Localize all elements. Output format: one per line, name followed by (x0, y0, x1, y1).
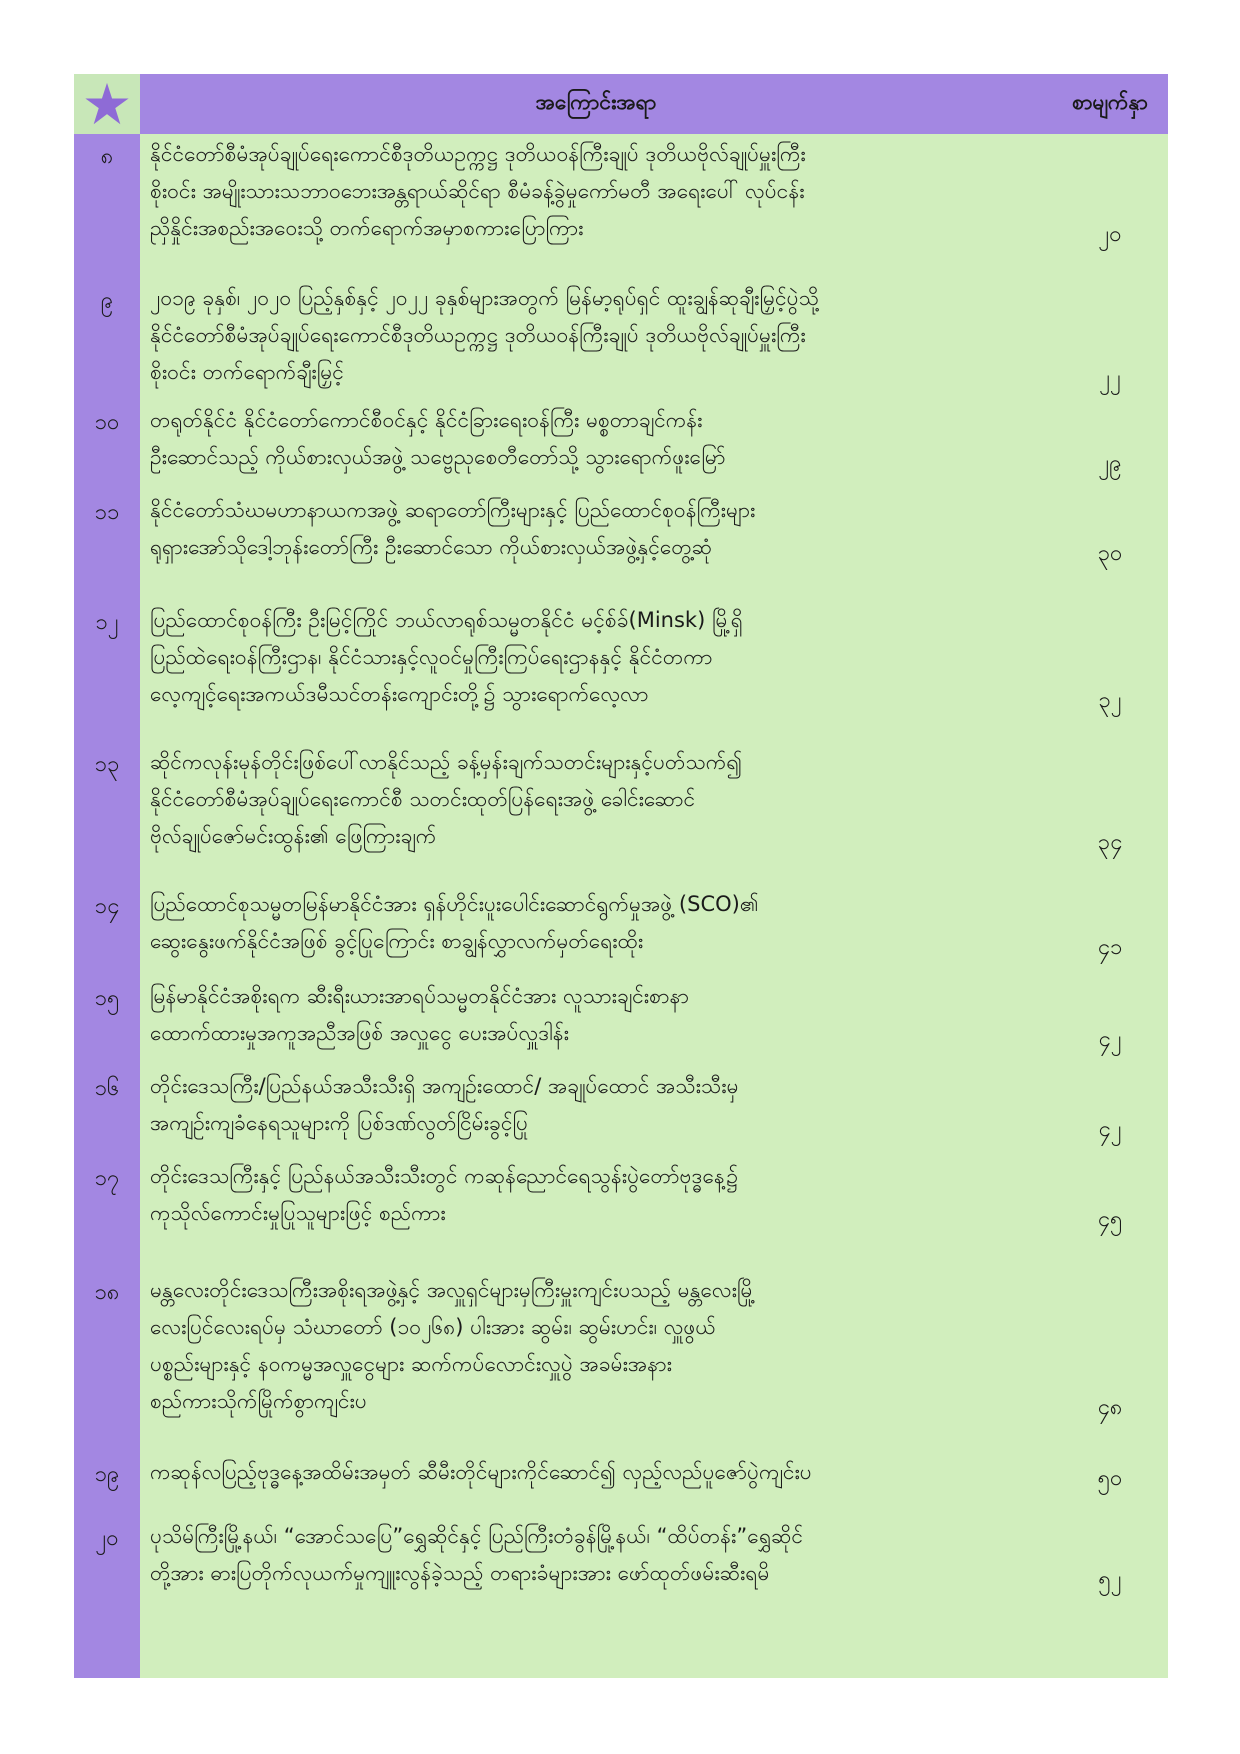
entry-page-number: ၅၀ (1097, 1466, 1123, 1491)
entry-page-number: ၂၂ (1099, 366, 1121, 391)
entry-number: ၁၀ (94, 410, 120, 435)
entry-title-line: တို့အား ဓားပြတိုက်လုယက်မှုကျူးလွန်ခဲ့သည့် တရားခံများအား ဖော်ထုတ်ဖမ်းဆီးရမိ (150, 1561, 770, 1585)
entry-number: ၁၅ (94, 986, 120, 1011)
entry-title-line: လေ့ကျင့်ရေးအကယ်ဒမီသင်တန်းကျောင်းတို့၌ သွားရောက်လေ့လာ (150, 682, 649, 706)
entry-title (150, 978, 1020, 1052)
toc-header (74, 74, 1168, 134)
entry-number: ၁၄ (94, 894, 120, 919)
entry-title (150, 402, 1020, 476)
entry-title-line: ဗိုလ်ချုပ်ဇော်မင်းထွန်း၏ ဖြေကြားချက် (150, 824, 437, 848)
entry-page-number: ၄၅ (1097, 1207, 1123, 1232)
toc-entry[interactable] (74, 492, 1168, 576)
entry-number: ၉ (100, 288, 114, 313)
entry-title-line: အကျဉ်းကျခံနေရသူများကို ပြစ်ဒဏ်လွတ်ငြိမ်းခွင့်ပြု (150, 1111, 528, 1135)
toc-entry[interactable] (74, 744, 1168, 865)
entry-title (150, 492, 1020, 566)
entry-title-line: နိုင်ငံတော်သံဃမဟာနာယကအဖွဲ့ ဆရာတော်ကြီးများနှင့် ပြည်ထောင်စုဝန်ကြီးများ (150, 498, 756, 522)
entry-title-line: ၂၀၁၉ ခုနှစ်၊ ၂၀၂၀ ပြည့်နှစ်နှင့် ၂၀၂၂ ခုနှစ်များအတွက် မြန်မာ့ရုပ်ရှင် ထူးချွန်ဆုချီးမြှင့်ပွဲသို့ (150, 286, 819, 310)
entry-title-line: စိုးဝင်း အမျိုးသားသဘာဝဘေးအန္တရာယ်ဆိုင်ရာ စီမံခန့်ခွဲမှုကော်မတီ အရေးပေါ် လုပ်ငန်း (150, 179, 805, 203)
entry-title-line: တိုင်းဒေသကြီး/ပြည်နယ်အသီးသီးရှိ အကျဉ်းထောင်/ အချုပ်ထောင် အသီးသီးမှ (150, 1074, 739, 1098)
toc-entry[interactable] (74, 886, 1168, 970)
header-page-label: စာမျက်နှာ (1072, 89, 1148, 114)
entry-title-line: ကဆုန်လပြည့်ဗုဒ္ဓနေ့အထိမ်းအမှတ် ဆီမီးတိုင်များကိုင်ဆောင်၍ လှည့်လည်ပူဇော်ပွဲကျင်းပ (150, 1460, 812, 1484)
entry-title-line: ပစ္စည်းများနှင့် နဝကမ္မအလှူငွေများ ဆက်ကပ်လောင်းလှူပွဲ အခမ်းအနား (150, 1352, 673, 1376)
toc-entry[interactable] (74, 136, 1168, 257)
entry-title-line: ပုသိမ်ကြီးမြို့နယ်၊ “အောင်သပြေ”ရွှေဆိုင်နှင့် ပြည်ကြီးတံခွန်မြို့နယ်၊ “ထိပ်တန်း”ရွှေဆိုင် (150, 1524, 804, 1548)
entry-title-line: မန္တလေးတိုင်းဒေသကြီးအစိုးရအဖွဲ့နှင့် အလှူရှင်များမှကြီးမှူးကျင်းပသည့် မန္တလေးမြို့ (150, 1278, 756, 1302)
toc-entry[interactable] (74, 280, 1168, 401)
entry-number: ၂၀ (95, 1526, 119, 1551)
entry-number: ၁၁ (94, 500, 120, 525)
entry-title (150, 280, 1020, 391)
entry-title (150, 1158, 1020, 1232)
entry-title-line: ပြည်ထောင်စုသမ္မတမြန်မာနိုင်ငံအား ရှန်ဟိုင်းပူးပေါင်းဆောင်ရွက်မှုအဖွဲ့ (SCO)၏ (150, 892, 759, 916)
entry-number: ၁၈ (94, 1280, 120, 1305)
entry-title-line: ဆိုင်ကလုန်းမုန်တိုင်းဖြစ်ပေါ်လာနိုင်သည့် ခန့်မှန်းချက်သတင်းများနှင့်ပတ်သက်၍ (150, 750, 743, 774)
toc-entry[interactable] (74, 1272, 1168, 1430)
entry-title-line: ပြည်ထောင်စုဝန်ကြီး ဦးမြင့်ကြိုင် ဘယ်လာရုစ်သမ္မတနိုင်ငံ မင့်စ်ခ်(Minsk) မြို့ရှိ (150, 608, 743, 632)
entry-title-line: ပြည်ထဲရေးဝန်ကြီးဌာန၊ နိုင်ငံသားနှင့်လူဝင်မှုကြီးကြပ်ရေးဌာနနှင့် နိုင်ငံတကာ (150, 645, 713, 669)
toc-entry[interactable] (74, 1158, 1168, 1242)
entry-page-number: ၃၄ (1097, 830, 1123, 855)
entry-number: ၁၉ (94, 1462, 120, 1487)
entry-title-line: ဦးဆောင်သည့် ကိုယ်စားလှယ်အဖွဲ့ သဗ္ဗေညုစေတီတော်သို့ သွားရောက်ဖူးမြော် (150, 445, 726, 469)
entry-title (150, 1454, 1020, 1491)
entry-title (150, 602, 1020, 713)
entry-title (150, 1068, 1020, 1142)
entry-title (150, 886, 1020, 960)
entry-title-line: ညှိနှိုင်းအစည်းအဝေးသို့ တက်ရောက်အမှာစကားပြောကြား (150, 216, 584, 240)
entry-title-line: ကုသိုလ်ကောင်းမှုပြုသူများဖြင့် စည်ကား (150, 1201, 446, 1225)
entry-title-line: စိုးဝင်း တက်ရောက်ချီးမြှင့် (150, 360, 344, 384)
entry-page-number: ၄၁ (1097, 935, 1123, 960)
entry-page-number: ၄၂ (1098, 1027, 1122, 1052)
toc-entry[interactable] (74, 1068, 1168, 1152)
toc-entry[interactable] (74, 978, 1168, 1062)
toc-entry[interactable] (74, 1454, 1168, 1501)
entry-page-number: ၄၂ (1098, 1117, 1122, 1142)
toc-entry[interactable] (74, 1518, 1168, 1602)
entry-title-line: စည်ကားသိုက်မြိုက်စွာကျင်းပ (150, 1389, 367, 1413)
entry-title-line: တရုတ်နိုင်ငံ နိုင်ငံတော်ကောင်စီဝင်နှင့် နိုင်ငံခြားရေးဝန်ကြီး မစ္စတာချင်ကန်း (150, 408, 703, 432)
entry-title-line: နိုင်ငံတော်စီမံအုပ်ချုပ်ရေးကောင်စီဒုတိယဥက္ကဋ္ဌ ဒုတိယဝန်ကြီးချုပ် ဒုတိယဗိုလ်ချုပ်မှူးကြီး (150, 323, 806, 347)
entry-page-number: ၃၂ (1098, 688, 1122, 713)
entry-page-number: ၂၉ (1098, 451, 1122, 476)
entry-title-line: ဆွေးနွေးဖက်နိုင်ငံအဖြစ် ခွင့်ပြုကြောင်း စာချွန်လွှာလက်မှတ်ရေးထိုး (150, 929, 644, 953)
star-cell (74, 74, 140, 134)
entry-title-line: ရုရှားအော်သိုဒေါ့ဘုန်းတော်ကြီး ဦးဆောင်သော ကိုယ်စားလှယ်အဖွဲ့နှင့်တွေ့ဆုံ (150, 535, 713, 559)
header-title: အကြောင်းအရာ (535, 89, 657, 114)
entry-number: ၁၂ (95, 610, 119, 635)
entry-number: ၁၃ (94, 752, 120, 777)
toc-entry[interactable] (74, 402, 1168, 486)
entry-title-line: တိုင်းဒေသကြီးနှင့် ပြည်နယ်အသီးသီးတွင် ကဆုန်ညောင်ရေသွန်းပွဲတော်ဗုဒ္ဓနေ့၌ (150, 1164, 739, 1188)
entry-title-line: နိုင်ငံတော်စီမံအုပ်ချုပ်ရေးကောင်စီဒုတိယဥက္ကဋ္ဌ ဒုတိယဝန်ကြီးချုပ် ဒုတိယဗိုလ်ချုပ်မှူးကြီး (150, 142, 806, 166)
entry-title (150, 1518, 1020, 1592)
entry-title (150, 744, 1020, 855)
entry-number: ၁၆ (94, 1076, 120, 1101)
star-icon (84, 81, 130, 127)
entry-title-line: နိုင်ငံတော်စီမံအုပ်ချုပ်ရေးကောင်စီ သတင်းထုတ်ပြန်ရေးအဖွဲ့ ခေါင်းဆောင် (150, 787, 696, 811)
entry-page-number: ၂၀ (1098, 222, 1122, 247)
entry-title (150, 1272, 1020, 1420)
entry-title (150, 136, 1020, 247)
table-of-contents (74, 74, 1168, 1678)
entry-number: ၈ (100, 144, 114, 169)
toc-entry[interactable] (74, 602, 1168, 723)
entry-page-number: ၅၂ (1098, 1567, 1122, 1592)
entry-page-number: ၃၀ (1097, 541, 1123, 566)
entry-number: ၁၇ (94, 1166, 120, 1191)
entry-title-line: လေးပြင်လေးရပ်မှ သံဃာတော် (၁၀၂၆၈) ပါးအား ဆွမ်း၊ ဆွမ်းဟင်း၊ လှူဖွယ် (150, 1315, 716, 1339)
entry-title-line: ထောက်ထားမှုအကူအညီအဖြစ် အလှူငွေ ပေးအပ်လှူဒါန်း (150, 1021, 569, 1045)
entry-page-number: ၄၈ (1097, 1395, 1123, 1420)
entry-title-line: မြန်မာနိုင်ငံအစိုးရက ဆီးရီးယားအာရပ်သမ္မတနိုင်ငံအား လူသားချင်းစာနာ (150, 984, 690, 1008)
